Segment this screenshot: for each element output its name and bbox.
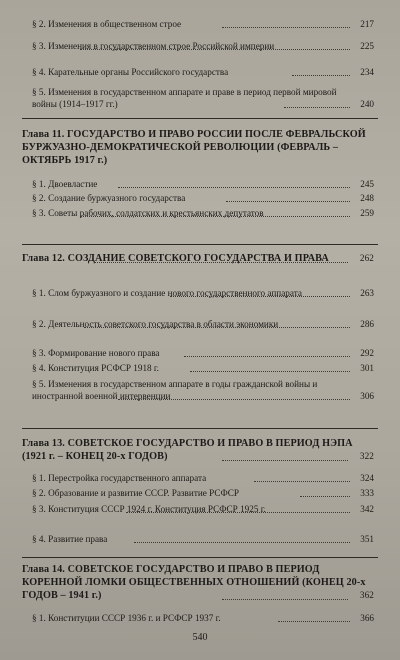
toc-entry-page: 324 (360, 473, 374, 483)
toc-entry-page: 301 (360, 363, 374, 373)
dot-leader (126, 512, 350, 513)
toc-entry-label: § 5. Изменения в государственном аппарате в годы гражданской войны и иностранной военной интервенции (32, 379, 318, 401)
toc-entry-page: 351 (360, 534, 374, 544)
dot-leader (300, 496, 350, 497)
chapter-page: 322 (359, 451, 374, 461)
toc-entry-page: 286 (360, 319, 374, 329)
toc-entry (22, 40, 378, 52)
dot-leader (80, 49, 350, 50)
chapter-page: 362 (359, 590, 374, 600)
dot-leader (84, 327, 350, 328)
toc-entry-page: 333 (360, 488, 374, 498)
toc-entry (22, 362, 378, 374)
toc-entry-label: § 4. Карательные органы Российского государства (32, 67, 229, 77)
chapter-heading (22, 563, 378, 602)
page-number: 540 (192, 632, 208, 643)
toc-entry (22, 207, 378, 219)
toc-entry-page: 292 (360, 348, 374, 358)
dot-leader (118, 399, 350, 400)
toc-entry-label: § 3. Изменения в государственном строе Российской империи (32, 41, 275, 51)
toc-entry-label: § 4. Развитие права (32, 534, 108, 544)
toc-entry-label: § 2. Создание буржуазного государства (32, 193, 186, 203)
toc-entry (22, 318, 378, 330)
toc-entry (22, 287, 378, 299)
dot-leader (80, 216, 350, 217)
toc-entry (22, 18, 378, 30)
dot-leader (278, 621, 350, 622)
toc-entry-label: § 4. Конституция РСФСР 1918 г. (32, 363, 159, 373)
chapter-heading (22, 252, 378, 265)
dot-leader (222, 599, 348, 600)
toc-entry (22, 533, 378, 545)
toc-entry (22, 66, 378, 78)
dot-leader (94, 262, 348, 263)
toc-entry (22, 178, 378, 190)
toc-entry-label: § 3. Конституция СССР 1924 г. Конституция РСФСР 1925 г. (32, 504, 266, 514)
toc-entry (22, 378, 378, 402)
dot-leader (284, 107, 350, 108)
toc-entry-page: 225 (360, 41, 374, 51)
toc-entry-page: 240 (360, 99, 374, 109)
chapter-title: Глава 11. ГОСУДАРСТВО И ПРАВО РОССИИ ПОСЛЕ ФЕВРАЛЬСКОЙ БУРЖУАЗНО-ДЕМОКРАТИЧЕСКОЙ РЕВОЛЮЦИИ (ФЕВРАЛЬ – ОКТЯБРЬ 1917 г.) (22, 129, 366, 166)
toc-entry-page: 248 (360, 193, 374, 203)
toc-entry (22, 503, 378, 515)
dot-leader (184, 356, 350, 357)
toc-entry-label: § 2. Изменения в общественном строе (32, 19, 182, 29)
toc-entry-label: § 2. Деятельность советского государства в области экономики (32, 319, 279, 329)
dot-leader (190, 371, 350, 372)
chapter-heading (22, 128, 378, 167)
toc-entry-page: 259 (360, 208, 374, 218)
toc-entry-label: § 1. Перестройка государственного аппарата (32, 473, 207, 483)
toc-entry-page: 263 (360, 288, 374, 298)
toc-entry (22, 192, 378, 204)
toc-entry-page: 245 (360, 179, 374, 189)
chapter-heading (22, 437, 378, 463)
toc-entry-page: 234 (360, 67, 374, 77)
toc-entry-page: 306 (360, 391, 374, 401)
chapter-page: 262 (359, 253, 374, 263)
dot-leader (170, 296, 350, 297)
toc-entry-label: § 1. Конституции СССР 1936 г. и РСФСР 1937 г. (32, 613, 221, 623)
dot-leader (254, 481, 350, 482)
dot-leader (118, 187, 350, 188)
toc-entry (22, 612, 378, 624)
section-divider (22, 244, 378, 245)
toc-entry-label: § 3. Советы рабочих, солдатских и крестьянских депутатов (32, 208, 264, 218)
toc-entry-label: § 3. Формирование нового права (32, 348, 160, 358)
section-divider (22, 118, 378, 119)
toc-entry (22, 472, 378, 484)
dot-leader (292, 75, 350, 76)
toc-entry-label: § 2. Образование и развитие СССР. Развитие РСФСР (32, 488, 239, 498)
chapter-title: Глава 12. СОЗДАНИЕ СОВЕТСКОГО ГОСУДАРСТВА И ПРАВА (22, 253, 329, 264)
dot-leader (134, 542, 350, 543)
toc-entry (22, 86, 378, 110)
toc-entry-page: 342 (360, 504, 374, 514)
toc-entry-page: 217 (360, 19, 374, 29)
toc-entry-label: § 1. Двоевластие (32, 179, 98, 189)
toc-entry (22, 487, 378, 499)
chapter-title: Глава 13. СОВЕТСКОЕ ГОСУДАРСТВО И ПРАВО В ПЕРИОД НЭПА (1921 г. – КОНЕЦ 20-х ГОДОВ) (22, 438, 353, 462)
dot-leader (222, 27, 350, 28)
toc-entry (22, 347, 378, 359)
toc-entry-page: 366 (360, 613, 374, 623)
dot-leader (226, 201, 350, 202)
dot-leader (222, 460, 348, 461)
section-divider (22, 557, 378, 558)
toc-entry-label: § 5. Изменения в государственном аппарате и праве в период первой мировой войны (1914–1917 гг.) (32, 87, 337, 109)
toc-entry-label: § 1. Слом буржуазного и создание нового государственного аппарата (32, 288, 302, 298)
chapter-title: Глава 14. СОВЕТСКОЕ ГОСУДАРСТВО И ПРАВО В ПЕРИОД КОРЕННОЙ ЛОМКИ ОБЩЕСТВЕННЫХ ОТНОШЕНИЙ (КОНЕЦ 20-х ГОДОВ – 1941 г.) (22, 564, 366, 601)
section-divider (22, 428, 378, 429)
